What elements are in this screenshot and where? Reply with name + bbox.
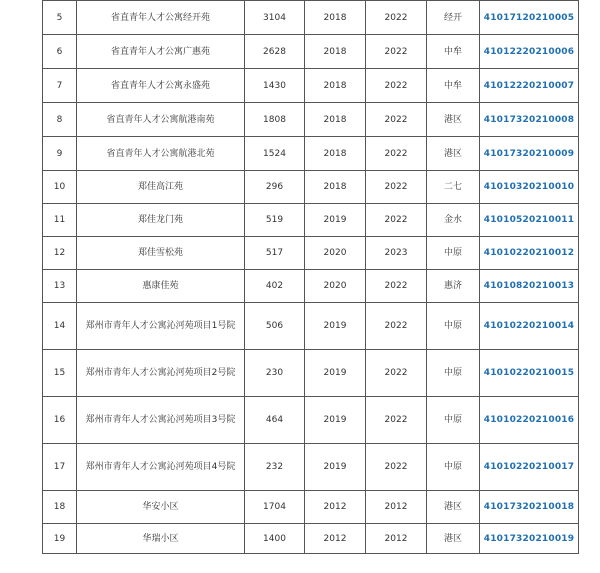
row-number: 7: [43, 69, 77, 103]
project-code: 41010220210015: [480, 350, 579, 397]
table-row: [43, 69, 579, 103]
start-year: 2012: [305, 491, 366, 524]
district: 经开: [427, 1, 480, 35]
end-year: 2023: [366, 237, 427, 270]
table-row: [43, 35, 579, 69]
unit-count: 3104: [245, 1, 305, 35]
district: 港区: [427, 137, 480, 171]
end-year: 2022: [366, 270, 427, 303]
unit-count: 1704: [245, 491, 305, 524]
unit-count: 2628: [245, 35, 305, 69]
row-number: 13: [43, 270, 77, 303]
project-name: 省直青年人才公寓经开苑: [77, 1, 245, 35]
district: 中原: [427, 397, 480, 444]
end-year: 2022: [366, 303, 427, 350]
project-name: 郑州市青年人才公寓沁河苑项目4号院: [77, 444, 245, 491]
district: 港区: [427, 103, 480, 137]
end-year: 2022: [366, 69, 427, 103]
start-year: 2018: [305, 137, 366, 171]
end-year: 2022: [366, 171, 427, 204]
row-number: 16: [43, 397, 77, 444]
table-row: [43, 397, 579, 444]
district: 中原: [427, 444, 480, 491]
district: 中牟: [427, 69, 480, 103]
unit-count: 1430: [245, 69, 305, 103]
project-code: 41010220210014: [480, 303, 579, 350]
project-code: 41017320210009: [480, 137, 579, 171]
start-year: 2020: [305, 270, 366, 303]
district: 中牟: [427, 35, 480, 69]
project-code: 41012220210006: [480, 35, 579, 69]
start-year: 2012: [305, 524, 366, 554]
table-row: [43, 350, 579, 397]
start-year: 2018: [305, 69, 366, 103]
unit-count: 506: [245, 303, 305, 350]
project-name: 惠康佳苑: [77, 270, 245, 303]
table-row: [43, 237, 579, 270]
project-name: 省直青年人才公寓航港南苑: [77, 103, 245, 137]
project-code: 41010320210010: [480, 171, 579, 204]
end-year: 2022: [366, 444, 427, 491]
row-number: 11: [43, 204, 77, 237]
end-year: 2012: [366, 491, 427, 524]
table-row: [43, 103, 579, 137]
row-number: 8: [43, 103, 77, 137]
start-year: 2019: [305, 397, 366, 444]
project-code: 41017120210005: [480, 1, 579, 35]
project-code: 41010220210016: [480, 397, 579, 444]
row-number: 15: [43, 350, 77, 397]
end-year: 2022: [366, 103, 427, 137]
district: 中原: [427, 350, 480, 397]
project-name: 郑佳高江苑: [77, 171, 245, 204]
project-name: 省直青年人才公寓广惠苑: [77, 35, 245, 69]
start-year: 2018: [305, 171, 366, 204]
project-name: 省直青年人才公寓航港北苑: [77, 137, 245, 171]
start-year: 2019: [305, 303, 366, 350]
project-code: 41017320210008: [480, 103, 579, 137]
district: 港区: [427, 524, 480, 554]
project-name: 郑州市青年人才公寓沁河苑项目1号院: [77, 303, 245, 350]
row-number: 19: [43, 524, 77, 554]
start-year: 2018: [305, 103, 366, 137]
unit-count: 1400: [245, 524, 305, 554]
project-name: 华瑞小区: [77, 524, 245, 554]
end-year: 2022: [366, 1, 427, 35]
start-year: 2020: [305, 237, 366, 270]
end-year: 2022: [366, 204, 427, 237]
end-year: 2022: [366, 350, 427, 397]
unit-count: 519: [245, 204, 305, 237]
start-year: 2018: [305, 1, 366, 35]
row-number: 10: [43, 171, 77, 204]
row-number: 5: [43, 1, 77, 35]
end-year: 2022: [366, 137, 427, 171]
row-number: 9: [43, 137, 77, 171]
unit-count: 230: [245, 350, 305, 397]
district: 中原: [427, 237, 480, 270]
unit-count: 1524: [245, 137, 305, 171]
unit-count: 1808: [245, 103, 305, 137]
start-year: 2019: [305, 444, 366, 491]
project-name: 郑州市青年人才公寓沁河苑项目2号院: [77, 350, 245, 397]
row-number: 18: [43, 491, 77, 524]
row-number: 14: [43, 303, 77, 350]
row-number: 12: [43, 237, 77, 270]
unit-count: 296: [245, 171, 305, 204]
table-row: [43, 491, 579, 524]
unit-count: 402: [245, 270, 305, 303]
project-code: 41010820210013: [480, 270, 579, 303]
row-number: 6: [43, 35, 77, 69]
end-year: 2022: [366, 397, 427, 444]
project-code: 41010220210017: [480, 444, 579, 491]
start-year: 2018: [305, 35, 366, 69]
project-name: 华安小区: [77, 491, 245, 524]
table-row: [43, 303, 579, 350]
district: 金水: [427, 204, 480, 237]
project-name: 郑州市青年人才公寓沁河苑项目3号院: [77, 397, 245, 444]
project-name: 省直青年人才公寓永盛苑: [77, 69, 245, 103]
unit-count: 464: [245, 397, 305, 444]
housing-table-container: [42, 0, 575, 554]
district: 港区: [427, 491, 480, 524]
project-code: 41012220210007: [480, 69, 579, 103]
table-row: [43, 204, 579, 237]
end-year: 2012: [366, 524, 427, 554]
start-year: 2019: [305, 350, 366, 397]
project-code: 41010220210012: [480, 237, 579, 270]
table-row: [43, 444, 579, 491]
table-row: [43, 171, 579, 204]
table-row: [43, 524, 579, 554]
project-code: 41010520210011: [480, 204, 579, 237]
district: 二七: [427, 171, 480, 204]
start-year: 2019: [305, 204, 366, 237]
project-code: 41017320210018: [480, 491, 579, 524]
table-row: [43, 1, 579, 35]
housing-project-table: [42, 0, 579, 554]
project-name: 郑佳龙门苑: [77, 204, 245, 237]
project-code: 41017320210019: [480, 524, 579, 554]
district: 惠济: [427, 270, 480, 303]
end-year: 2022: [366, 35, 427, 69]
project-name: 郑佳雪松苑: [77, 237, 245, 270]
unit-count: 232: [245, 444, 305, 491]
table-row: [43, 137, 579, 171]
district: 中原: [427, 303, 480, 350]
table-row: [43, 270, 579, 303]
row-number: 17: [43, 444, 77, 491]
unit-count: 517: [245, 237, 305, 270]
